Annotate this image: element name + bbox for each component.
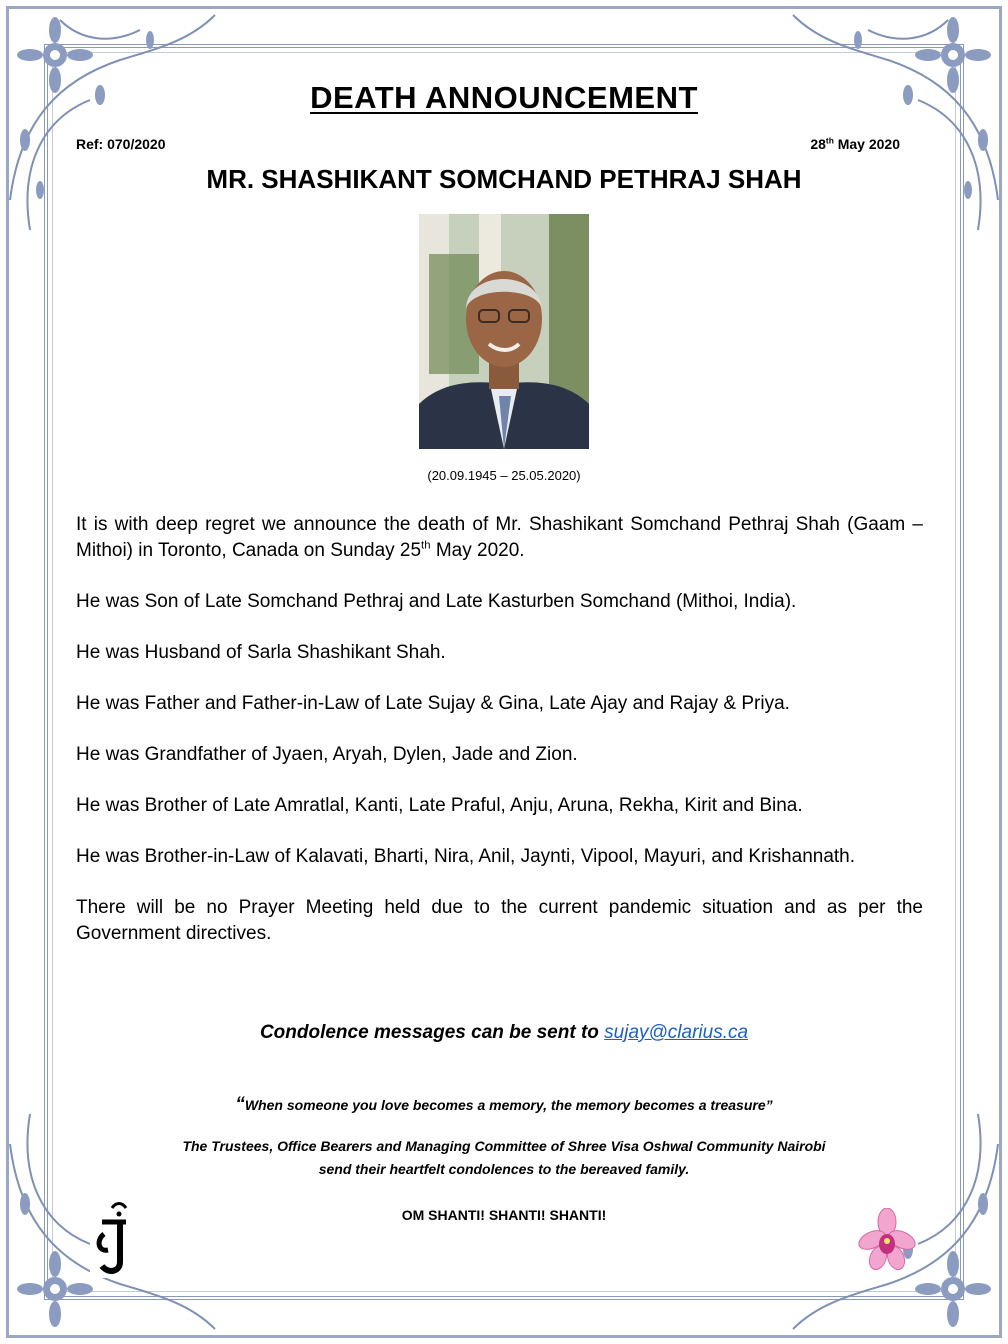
floral-corner-top-left-icon xyxy=(0,0,220,240)
portrait-photo xyxy=(419,214,589,449)
paragraph-prayer-meeting: There will be no Prayer Meeting held due to the current pandemic situation and as per the Government directives. xyxy=(76,897,923,944)
condolence-line: Condolence messages can be sent to sujay@clarius.ca xyxy=(259,1022,749,1043)
paragraph-grandchildren: He was Grandfather of Jyaen, Aryah, Dylen, Jade and Zion. xyxy=(76,744,578,765)
paragraph-spouse: He was Husband of Sarla Shashikant Shah. xyxy=(76,642,446,663)
announcement-date: 28th May 2020 xyxy=(810,135,900,152)
announcement-body xyxy=(76,512,923,972)
floral-corner-top-right-icon xyxy=(788,0,1008,240)
jain-symbol-icon xyxy=(90,1200,138,1278)
trustees-line-2: send their heartfelt condolences to the bereaved family. xyxy=(318,1161,690,1177)
paragraph-children: He was Father and Father-in-Law of Late Sujay & Gina, Late Ajay and Rajay & Priya. xyxy=(76,693,790,714)
reference-number: Ref: 070/2020 xyxy=(76,136,166,152)
paragraph-death-notice: It is with deep regret we announce the death of Mr. Shashikant Somchand Pethraj Shah (Gaam – Mithoi) in Toronto, Canada on Sunday 25th May 2020. xyxy=(76,514,923,561)
closing-prayer: OM SHANTI! SHANTI! SHANTI! xyxy=(401,1207,607,1223)
memorial-quote: “When someone you love becomes a memory, the memory becomes a treasure” xyxy=(235,1094,773,1115)
paragraph-parents: He was Son of Late Somchand Pethraj and Late Kasturben Somchand (Mithoi, India). xyxy=(76,591,797,612)
paragraph-siblings: He was Brother of Late Amratlal, Kanti, Late Praful, Anju, Aruna, Rekha, Kirit and Bina. xyxy=(76,795,803,816)
trustees-condolence xyxy=(0,1135,1008,1181)
paragraph-in-laws: He was Brother-in-Law of Kalavati, Bharti, Nira, Anil, Jaynti, Vipool, Mayuri, and Krishannath. xyxy=(76,846,856,867)
condolence-email-link[interactable]: sujay@clarius.ca xyxy=(604,1022,749,1043)
page-title: DEATH ANNOUNCEMENT xyxy=(310,80,698,115)
life-dates: (20.09.1945 – 25.05.2020) xyxy=(427,468,581,483)
orchid-flower-icon xyxy=(858,1208,916,1274)
deceased-name: MR. SHASHIKANT SOMCHAND PETHRAJ SHAH xyxy=(206,164,802,194)
trustees-line-1: The Trustees, Office Bearers and Managing Committee of Shree Visa Oshwal Community Nairobi xyxy=(182,1138,826,1154)
